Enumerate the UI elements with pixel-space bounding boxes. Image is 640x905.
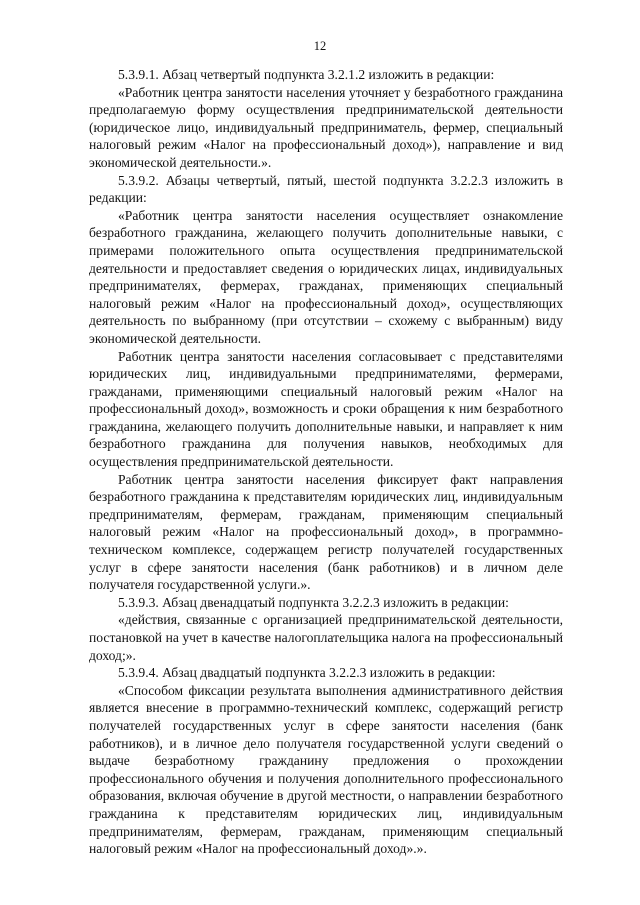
paragraph-5-3-9-2-heading: 5.3.9.2. Абзацы четвертый, пятый, шестой подпункта 3.2.2.3 изложить в редакции:	[89, 172, 563, 206]
paragraph-5-3-9-2-text-2: Работник центра занятости населения согласовывает с представителями юридических лиц, индивидуальными предпринимателями, фермерами, гражданами, применяющими специальный налоговый режим «Налог на профессиональный доход», возможность и сроки обращения к ним безработного гражданина, желающего получить дополнительные навыки, и направляет к ним безработного гражданина для получения навыков, необходимых для осуществления предпринимательской деятельности.	[89, 348, 563, 470]
paragraph-5-3-9-1-text: «Работник центра занятости населения уточняет у безработного гражданина предполагаемую форму осуществления предпринимательской деятельности (юридическое лицо, индивидуальный предприниматель, фермер, специальный налоговый режим «Налог на профессиональный доход»), направление и вид экономической деятельности.».	[89, 84, 563, 170]
document-body	[89, 66, 563, 858]
page-number: 12	[313, 39, 327, 53]
paragraph-5-3-9-1-heading: 5.3.9.1. Абзац четвертый подпункта 3.2.1.2 изложить в редакции:	[118, 67, 495, 82]
paragraph-5-3-9-3-text: «действия, связанные с организацией предпринимательской деятельности, постановкой на учет в качестве налогоплательщика налога на профессиональный доход;».	[89, 612, 563, 663]
paragraph-5-3-9-4-text: «Способом фиксации результата выполнения административного действия является внесение в программно-технический комплекс, содержащий регистр получателей государственных услуг в сфере занятости населения (банк работников), и в личное дело получателя государственной услуги сведений о выдаче безработному гражданину предложения о прохождении профессионального обучения и получения дополнительного профессионального образования, включая обучение в другой местности, о направлении безработного гражданина к представителям юридических лиц, индивидуальным предпринимателям, фермерам, гражданам, применяющим специальный налоговый режим «Налог на профессиональный доход».».	[89, 682, 563, 857]
paragraph-5-3-9-3-heading: 5.3.9.3. Абзац двенадцатый подпункта 3.2.2.3 изложить в редакции:	[118, 594, 509, 610]
paragraph-5-3-9-2-text-1: «Работник центра занятости населения осуществляет ознакомление безработного гражданина, желающего получить дополнительные навыки, с примерами положительного опыта осуществления предпринимательской деятельности и предоставляет сведения о юридических лицах, индивидуальных предпринимателях, фермерах, гражданах, применяющих специальный налоговый режим «Налог на профессиональный доход», осуществляющих деятельность по выбранному (при отсутствии – схожему с выбранным) виду экономической деятельности.	[89, 207, 563, 346]
paragraph-5-3-9-2-text-3: Работник центра занятости населения фиксирует факт направления безработного гражданина к представителям юридических лиц, индивидуальным предпринимателям, фермерам, гражданам, применяющим специальный налоговый режим «Налог на профессиональный доход», в программно-техническом комплексе, содержащем регистр получателей государственных услуг в сфере занятости населения (банк работников) и в личном деле получателя государственной услуги.».	[89, 471, 563, 593]
paragraph-5-3-9-4-heading: 5.3.9.4. Абзац двадцатый подпункта 3.2.2.3 изложить в редакции:	[118, 665, 496, 681]
